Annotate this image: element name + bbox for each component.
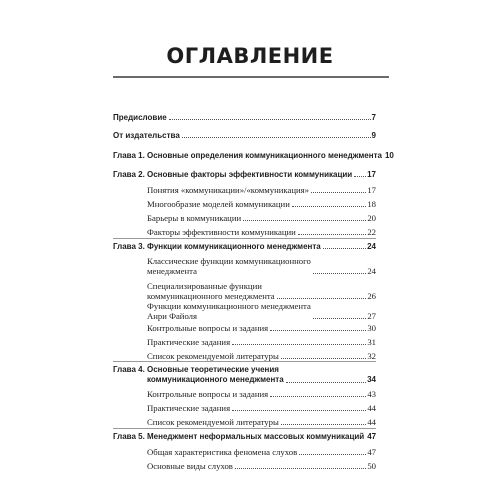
toc-subentry-title: Список рекомендуемой литературы [147,351,279,361]
toc-page-number: 9 [371,131,376,140]
toc-subentry[interactable] [147,461,376,471]
toc-subentry-title: Барьеры в коммуникации [147,213,242,223]
leader-dots [299,453,366,455]
toc-subentry[interactable] [147,351,376,361]
toc-entry-title-line1: Основные теоретические учения [147,365,279,374]
chapter-label: Глава 4. [113,365,145,374]
leader-dots [235,467,366,469]
toc-entry-title: Основные определения коммуникационного менеджмента [147,151,382,160]
toc-subentry-title-line1: Классические функции коммуникационного [147,256,311,266]
toc-subentry[interactable] [147,199,376,209]
toc-page-number: 43 [367,389,376,399]
leader-dots [182,136,371,138]
section-divider [113,361,376,362]
toc-entry-chapter-1[interactable] [147,151,394,160]
toc-page-number: 17 [367,170,376,179]
toc-entry-chapter-4[interactable] [147,365,376,385]
toc-subentry-title-line1: Специализированные функции [147,281,262,291]
toc-page-number: 47 [367,432,377,441]
toc-subentry-title-line2: Анри Файоля [147,311,198,321]
chapter-label: Глава 5. [113,432,145,441]
toc-entry-title: Функции коммуникационного менеджмента [147,242,321,251]
toc-subentry-title-line1: Функции коммуникационного менеджмента [147,301,311,311]
leader-dots [232,343,366,345]
leader-dots [270,395,366,397]
toc-page-number: 20 [367,213,376,223]
chapter-label: Глава 1. [113,151,145,160]
toc-subentry[interactable] [147,256,376,276]
leader-dots [169,118,371,120]
toc-page-number: 7 [371,113,376,122]
toc-subentry[interactable] [147,337,376,347]
toc-subentry-title: Практические задания [147,337,231,347]
toc-subentry[interactable] [147,389,376,399]
toc-subentry-title: Список рекомендуемой литературы [147,417,279,427]
toc-page-number: 32 [367,351,376,361]
toc-page-number: 47 [367,447,376,457]
leader-dots [281,423,366,425]
toc-subentry[interactable] [147,323,376,333]
leader-dots [270,329,366,331]
leader-dots [243,219,366,221]
toc-subentry[interactable] [147,213,376,223]
toc-entry-title: Основные факторы эффективности коммуникации [147,170,353,179]
toc-subentry[interactable] [147,281,376,301]
leader-dots [277,297,367,299]
toc-subentry[interactable] [147,403,376,413]
toc-page-number: 44 [367,403,376,413]
leader-dots [313,272,367,274]
toc-page-number: 34 [367,375,376,384]
toc-subentry-title-line2: менеджмента [147,266,197,276]
chapter-label: Глава 3. [113,242,145,251]
section-divider [113,238,376,239]
leader-dots [286,381,366,383]
toc-subentry-title: Контрольные вопросы и задания [147,323,269,333]
leader-dots [298,233,367,235]
leader-dots [292,205,366,207]
toc-subentry-title-line2: коммуникационного менеджмента [147,291,275,301]
toc-page-number: 24 [367,266,376,276]
toc-entry-title: Предисловие [113,113,167,122]
toc-entry-chapter-2[interactable] [147,170,376,179]
toc-entry-publisher[interactable] [113,131,376,140]
toc-subentry[interactable] [147,301,376,321]
toc-subentry-title: Основные виды слухов [147,461,233,471]
toc-entry-preface[interactable] [113,113,376,122]
toc-entry-chapter-5[interactable] [147,432,376,441]
toc-subentry-title: Общая характеристика феномена слухов [147,447,298,457]
toc-entry-title: От издательства [113,131,180,140]
leader-dots [313,317,367,319]
toc-page-number: 44 [367,417,376,427]
toc-subentry[interactable] [147,227,376,237]
leader-dots [232,409,366,411]
toc-subentry-title: Многообразие моделей коммуникации [147,199,290,209]
toc-subentry-title: Контрольные вопросы и задания [147,389,269,399]
toc-page-number: 18 [367,199,376,209]
toc-subentry-title: Факторы эффективности коммуникации [147,227,296,237]
toc-entry-title-line2: коммуникационного менеджмента [147,375,284,384]
toc-page-number: 17 [367,185,376,195]
leader-dots [354,175,366,177]
leader-dots [323,247,366,249]
toc-subentry-title: Понятия «коммуникации»/«коммуникация» [147,185,309,195]
toc-page-number: 50 [367,461,376,471]
toc-subentry[interactable] [147,185,376,195]
toc-page-number: 22 [367,227,376,237]
toc-subentry-title: Практические задания [147,403,231,413]
toc-entry-title: Менеджмент неформальных массовых коммуникаций [147,432,365,441]
toc-page-number: 24 [367,242,376,251]
toc-page-number: 27 [367,311,376,321]
leader-dots [311,191,366,193]
toc-page-number: 30 [367,323,376,333]
page-title: ОГЛАВЛЕНИЕ [166,44,334,68]
toc-page-number: 10 [384,151,394,160]
chapter-label: Глава 2. [113,170,145,179]
section-divider [113,428,376,429]
toc-subentry[interactable] [147,417,376,427]
toc-entry-chapter-3[interactable] [147,242,376,251]
toc-subentry[interactable] [147,447,376,457]
toc-page-number: 31 [367,337,376,347]
toc-page-number: 26 [367,291,376,301]
leader-dots [281,357,366,359]
